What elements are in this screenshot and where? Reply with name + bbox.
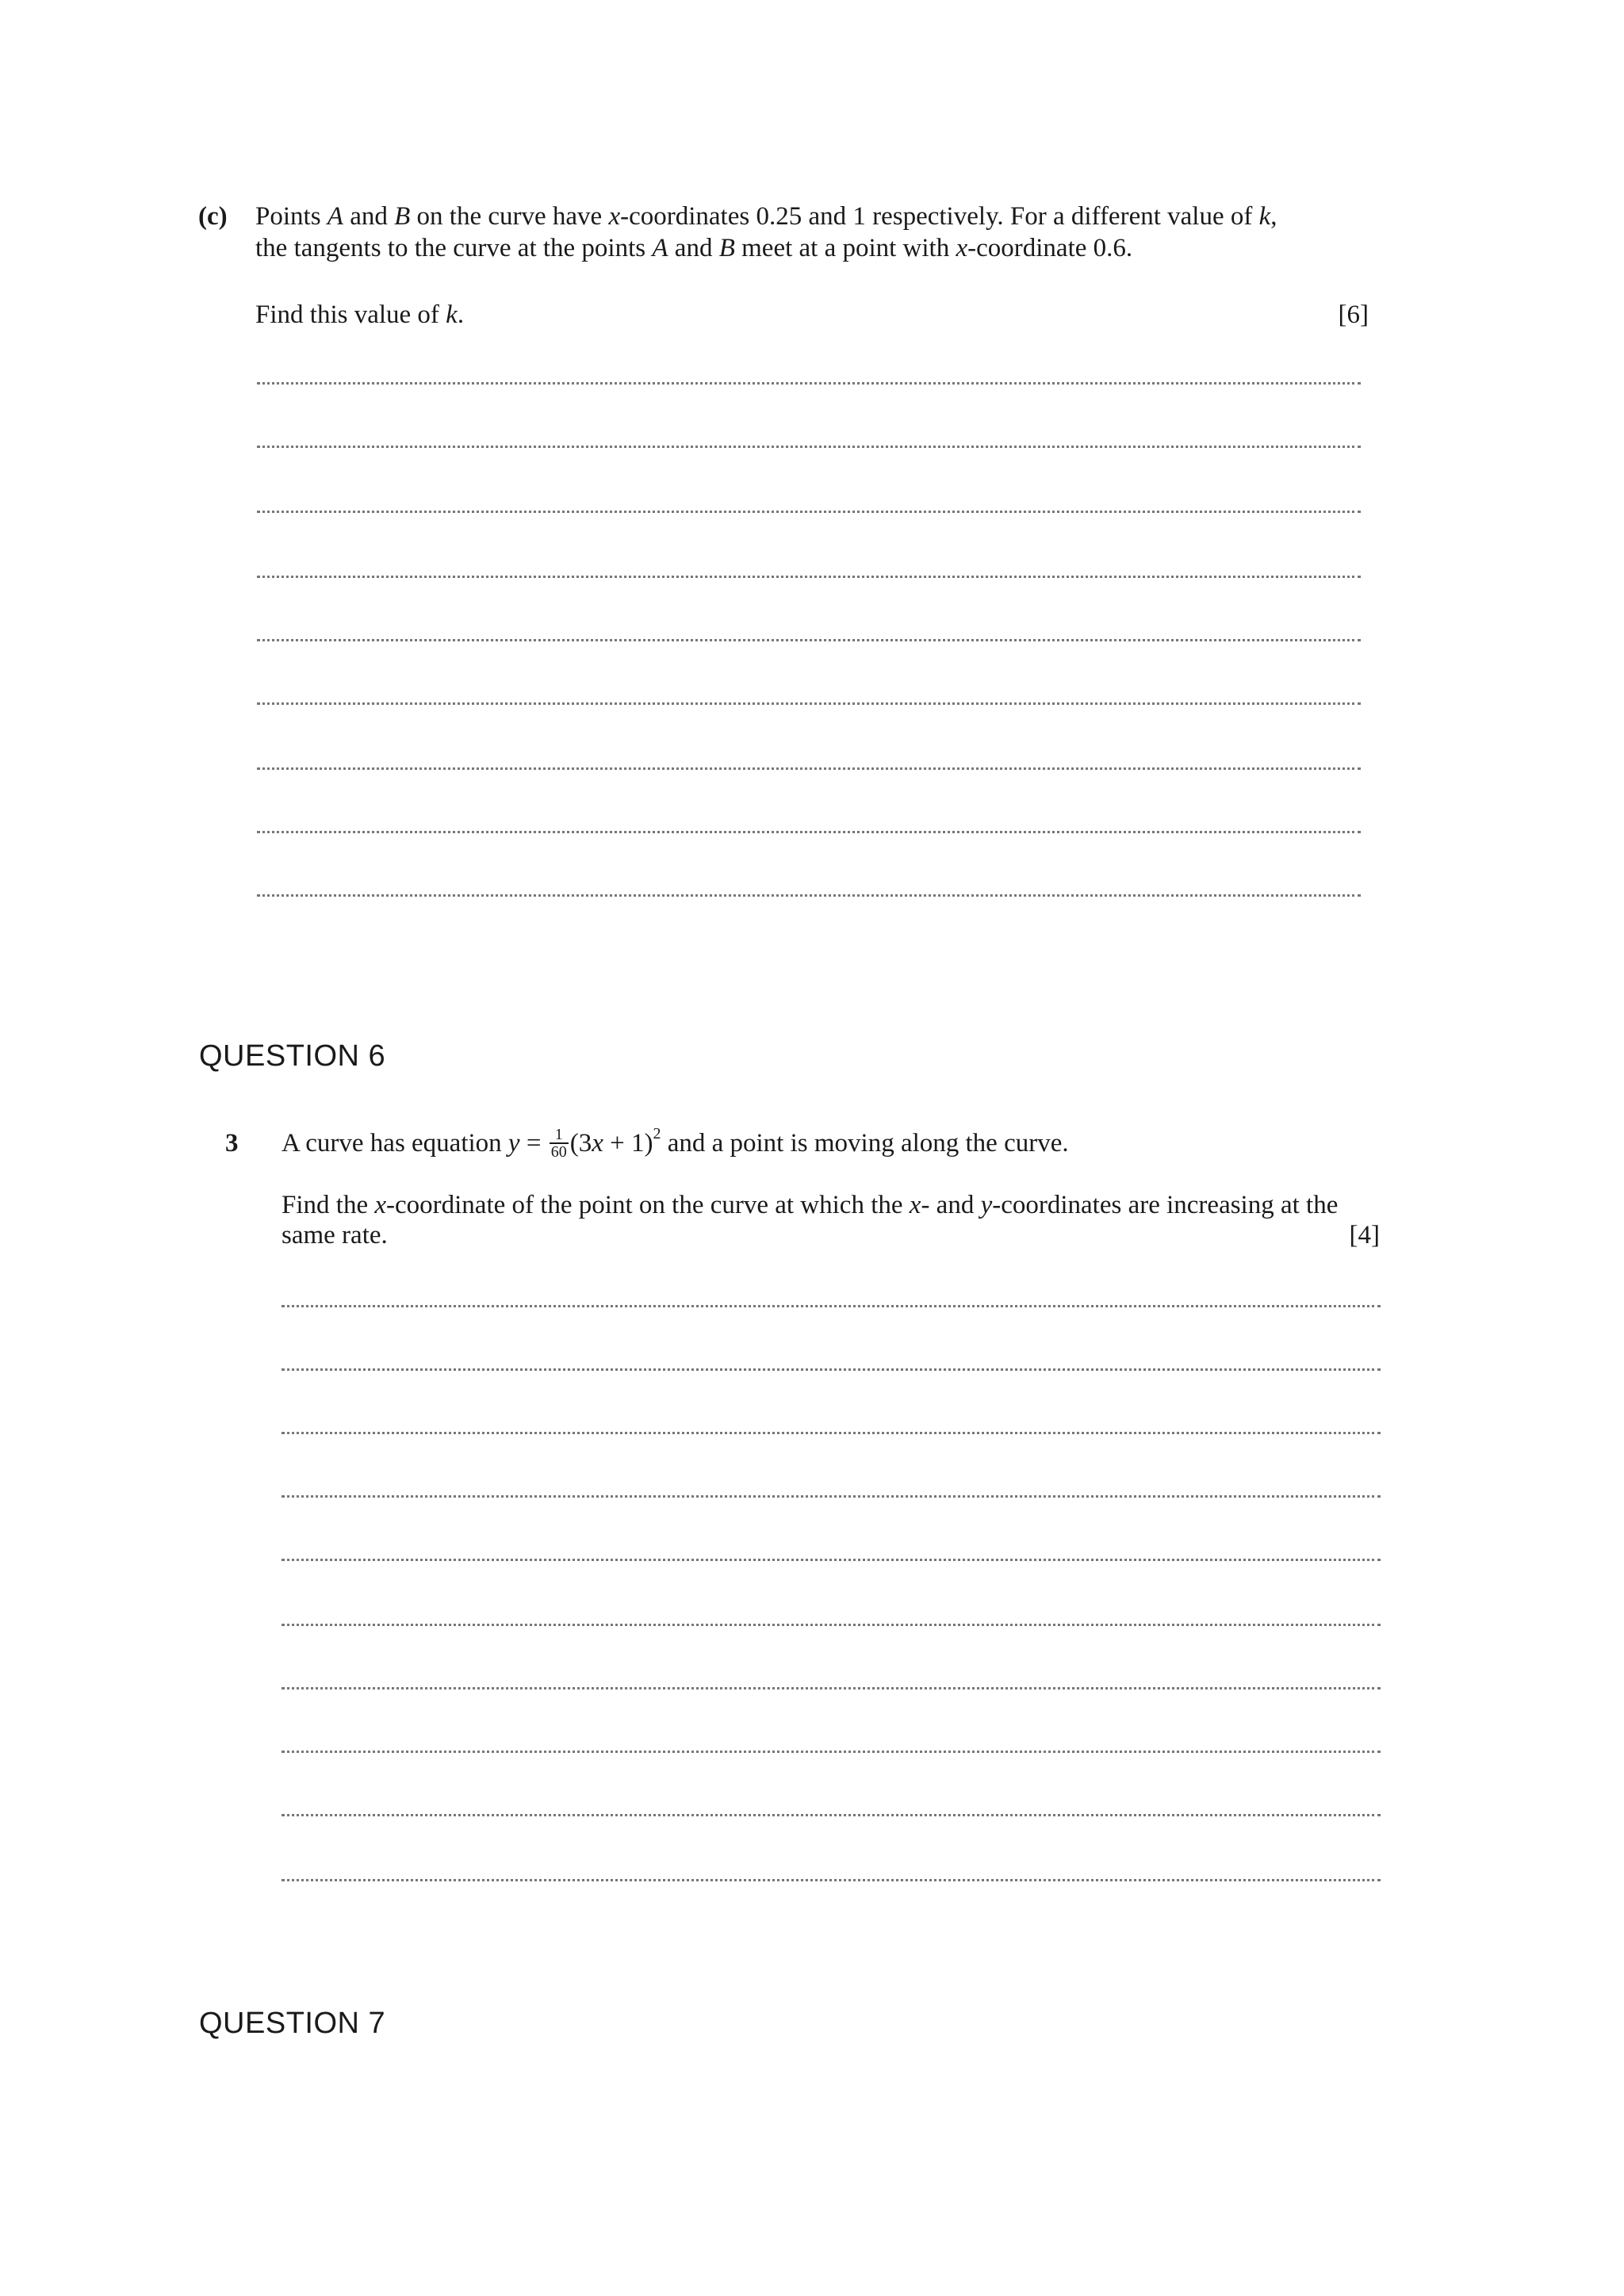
answer-line[interactable]	[282, 1814, 1381, 1816]
answer-line[interactable]	[257, 382, 1361, 385]
question-6-stem: A curve has equation y = $\frac{1}{60}$ $(3x + 1)^2$ and a point is moving along the curve.	[282, 1125, 1069, 1161]
answer-line[interactable]	[257, 446, 1361, 448]
question-number: 3	[225, 1129, 239, 1158]
answer-line[interactable]	[282, 1432, 1381, 1434]
question-6-instruction-line2: same rate.	[282, 1221, 388, 1249]
part-c-text-line1: Points A and B on the curve have x-coordinates 0.25 and 1 respectively. For a different value of k,	[255, 202, 1277, 231]
part-c-instruction: Find this value of k.	[255, 300, 465, 329]
answer-line[interactable]	[257, 511, 1361, 513]
fraction: $\frac{1}{60}$	[550, 1126, 567, 1161]
part-c-text-line2: the tangents to the curve at the points A and B meet at a point with x-coordinate 0.6.	[255, 234, 1133, 262]
answer-line[interactable]	[257, 702, 1361, 705]
answer-line[interactable]	[257, 767, 1361, 770]
answer-line[interactable]	[282, 1751, 1381, 1753]
question-6-marks: [4]	[1349, 1221, 1380, 1249]
answer-line[interactable]	[282, 1559, 1381, 1561]
part-label: (c)	[198, 202, 228, 231]
answer-line[interactable]	[257, 576, 1361, 578]
question-heading: QUESTION 6	[199, 1039, 386, 1073]
question-heading: QUESTION 7	[199, 2007, 386, 2040]
answer-line[interactable]	[282, 1879, 1381, 1881]
answer-line[interactable]	[282, 1305, 1381, 1307]
part-c-marks: [6]	[1338, 300, 1369, 329]
answer-line[interactable]	[282, 1495, 1381, 1498]
question-6-instruction-line1: Find the x-coordinate of the point on the curve at which the x- and y-coordinates are increasing at the	[282, 1191, 1339, 1219]
answer-line[interactable]	[257, 894, 1361, 897]
answer-line[interactable]	[257, 639, 1361, 641]
answer-line[interactable]	[282, 1368, 1381, 1371]
answer-line[interactable]	[282, 1624, 1381, 1626]
answer-line[interactable]	[257, 831, 1361, 833]
answer-line[interactable]	[282, 1687, 1381, 1689]
